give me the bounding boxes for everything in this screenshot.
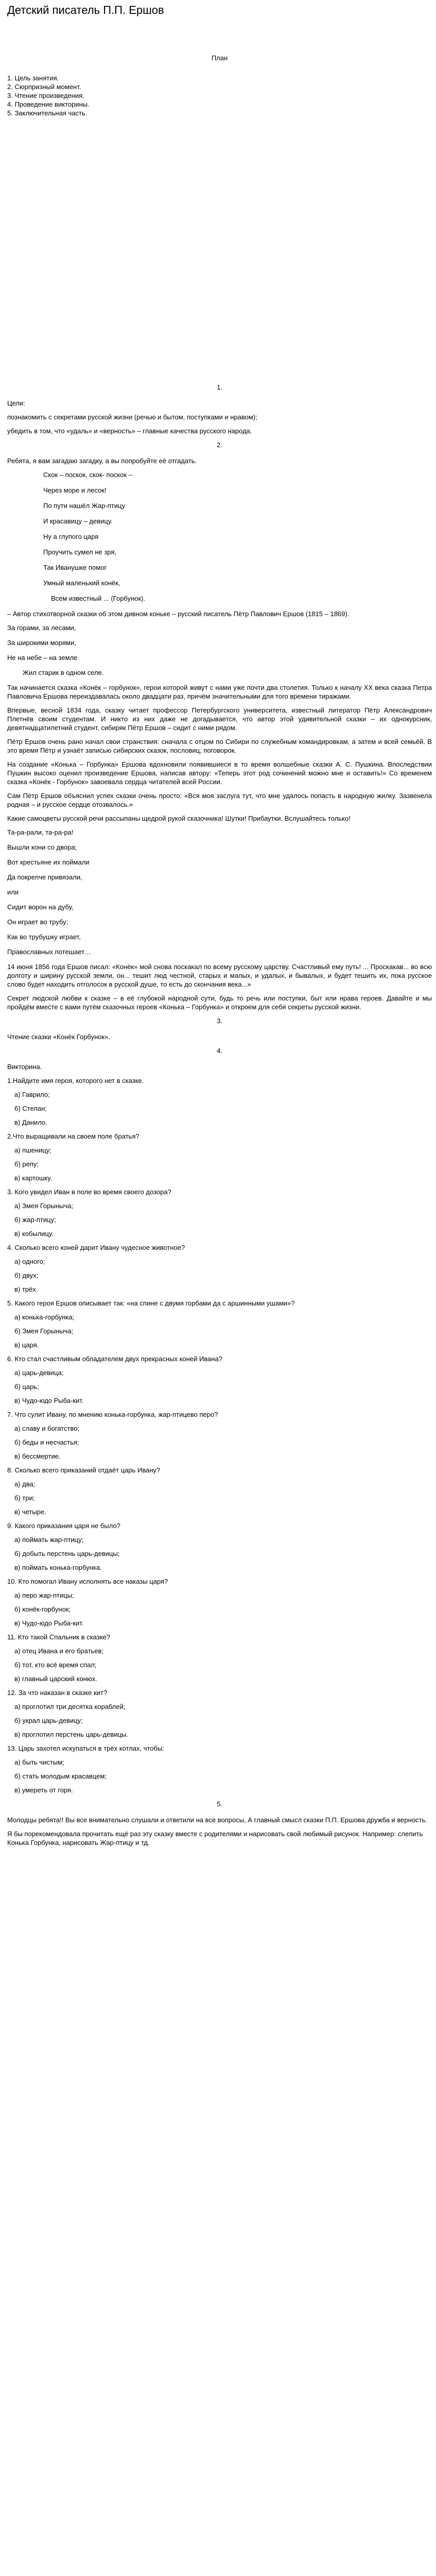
verse-line: За горами, за лесами, (7, 624, 76, 632)
plan-heading: План (211, 54, 228, 62)
verse-line: За широкими морями, (7, 639, 76, 647)
quiz-question: 5. Какого героя Ершов описывает так: «на спине с двумя горбами да с аршинными ушами»? (7, 1299, 295, 1307)
page-title: Детский писатель П.П. Ершов (7, 4, 164, 16)
paragraph: Пётр Ершов очень рано начал свои странствия: сначала с отцом по Сибири по служебным командировкам, а затем и всей семьёй. В это время Пётр и узнаёт записью сибирских сказок, пословиц, поговорок. (7, 738, 432, 754)
section-number: 5. (217, 1800, 222, 1808)
plan-item: 1. Цель занятия. (7, 74, 59, 82)
section-2 (7, 440, 432, 1011)
verse-line: Православных потешает… (7, 948, 92, 956)
quiz-answer-option: б) царь; (14, 1383, 39, 1391)
quiz-answer-option: б) репу; (14, 1160, 39, 1168)
quiz-answer-option: а) Змея Горыныча; (14, 1202, 73, 1210)
verse-line: Та-ра-рали, та-ра-ра! (7, 828, 74, 836)
quiz-answer-option: в) главный царский конюх. (14, 1675, 97, 1683)
quiz-answer-option: в) трёх. (14, 1285, 38, 1293)
quiz-answer-option: б) жар-птицу; (14, 1216, 56, 1224)
quiz-question: 1.Найдите имя героя, которого нет в сказке. (7, 1077, 144, 1084)
quiz-answer-option: в) четыре. (14, 1508, 46, 1516)
plan-section (7, 54, 432, 117)
verse-line: Как во трубушку играет, (7, 933, 81, 941)
paragraph: Какие самоцветы русской речи рассыпаны щедрой рукой сказочника! Шутки! Прибаутки. Вслушайтесь только! (7, 815, 351, 822)
quiz-answer-option: б) украл царь-девицу; (14, 1717, 83, 1724)
section-number: 1. (217, 383, 222, 391)
verse-line: Вот крестьяне их поймали (7, 858, 90, 866)
quiz-question: 6. Кто стал счастливым обладателем двух прекрасных коней Ивана? (7, 1355, 222, 1363)
quiz-answer-option: б) добыть перстень царь-девицы; (14, 1550, 120, 1557)
quiz-answer-option: в) бессмертие. (14, 1452, 61, 1460)
quiz-question: 2.Что выращивали на своем поле братья? (7, 1132, 139, 1140)
plan-item: 5. Заключительная часть. (7, 109, 88, 117)
verse-line: Всем известный ... (Горбунок). (51, 595, 146, 602)
quiz-answer-option: а) славу и богатство; (14, 1425, 80, 1432)
verse-line: По пути нашёл Жар-птицу (43, 502, 125, 510)
quiz-answer-option: а) отец Ивана и его братьев; (14, 1647, 104, 1655)
quiz-answer-option: а) Гаврило; (14, 1091, 50, 1098)
quiz-answer-option: в) поймать конька-горбунка. (14, 1564, 102, 1571)
verse-line: Не на небе – на земле (7, 654, 78, 662)
quiz-answer-option: б) конёк-горбунок; (14, 1605, 71, 1613)
quiz-question: 10. Кто помогал Ивану исполнять все наказы царя? (7, 1578, 168, 1585)
quiz-question: 4. Сколько всего коней дарит Ивану чудесное животное? (7, 1244, 185, 1251)
verse-line: или (7, 888, 19, 896)
plan-list (7, 74, 432, 117)
section-number: 4. (217, 1047, 222, 1055)
paragraph: – Автор стихотворной сказки об этом дивном коньке – русский писатель Пётр Павлович Ершов (1815 – 1869). (7, 610, 350, 618)
paragraph: 14 июня 1856 года Ершов писал: «Конёк» мой снова поскакал по всему русскому царству. Счастливый ему путь! ... Проскакав... во всю долготу и ширину русской земли, он... тешит люд честной, старых и малых, и удалых, и бывалых, и будет тешить их, пока русское слово будет находить отголосок в русской душе, то есть до скончания века...» (7, 963, 432, 988)
verse-line: Проучить сумел не зря, (43, 548, 117, 556)
quiz-answer-option: а) проглотил три десятка кораблей; (14, 1703, 126, 1710)
quiz-answer-option: а) перо жар-птицы; (14, 1591, 74, 1599)
quiz-answer-option: в) картошку. (14, 1174, 53, 1182)
section-3 (7, 1016, 432, 1041)
verse-line: Сидит ворон на дубу, (7, 903, 74, 911)
quiz-answer-option: б) стать молодым красавцем; (14, 1772, 107, 1780)
verse-line: И красавицу – девицу. (43, 517, 113, 525)
paragraph: Я бы порекомендовала прочитать ещё раз эту сказку вместе с родителями и нарисовать свой любимый рисунок. Например: слепить Конька Горбунка, нарисовать Жар-птицу и тд. (7, 1830, 423, 1846)
quiz-answer-option: в) Чудо-юдо Рыба-кит. (14, 1397, 84, 1404)
quiz-question: 12. За что наказан в сказке кит? (7, 1689, 108, 1697)
quiz-answer-option: б) беды и несчастья; (14, 1438, 79, 1446)
paragraph: Впервые, весной 1834 года, сказку читает профессор Петербургского университета, известный литератор Пётр Александрович Плетнёв своим студентам. И никто из них даже не догадывается, что автор этой удивительной сказки – их однокурсник, девятнадцатилетний студент, сибиряк Пётр Ершов – сидит с ними рядом. (7, 706, 432, 732)
paragraph: Ребята, я вам загадаю загадку, а вы попробуйте её отгадать. (7, 457, 197, 465)
quiz-question: 11. Кто такой Спальник в сказке? (7, 1633, 111, 1641)
riddle-verse (7, 470, 432, 603)
verse-line: Так Иванушке помог (43, 564, 107, 571)
quiz-answer-option: б) тот, кто всё время спал; (14, 1661, 97, 1669)
quiz-answer-option: а) царь-девица; (14, 1369, 64, 1377)
verse-line: Жил старик в одном селе. (23, 669, 104, 676)
quiz-answer-option: а) одного; (14, 1258, 45, 1265)
goal-text: убедить в том, что «удаль» и «верность» – главные качества русского народа. (7, 427, 252, 435)
quiz-answer-option: в) царя. (14, 1341, 39, 1349)
quiz-label: Викторина. (7, 1063, 42, 1071)
verse-line: Да покрепче привязали, (7, 873, 82, 881)
quiz-answer-option: б) Степан; (14, 1105, 47, 1112)
quiz-answer-option: б) три; (14, 1494, 35, 1502)
quiz-answer-option: б) Змея Горыныча; (14, 1327, 74, 1335)
quiz-answer-option: а) пшеницу; (14, 1146, 51, 1154)
spacer (7, 117, 432, 378)
quiz (7, 1076, 432, 1794)
section-1 (7, 383, 432, 435)
quiz-answer-option: в) Чудо-юдо Рыба-кит. (14, 1619, 84, 1627)
quiz-question: 13. Царь захотел искупаться в трёх котлах, чтобы: (7, 1744, 164, 1752)
plan-item: 4. Проведение викторины. (7, 100, 90, 108)
quiz-answer-option: а) быть чистым; (14, 1758, 64, 1766)
quiz-answer-option: б) двух; (14, 1272, 39, 1279)
quiz-question: 3. Кого увидел Иван в поле во время своего дозора? (7, 1188, 171, 1196)
paragraph: Молодцы ребята!! Вы все внимательно слушали и ответили на все вопросы, А главный смысл сказки П.П. Ершова дружба и верность. (7, 1816, 427, 1824)
goal-text: познакомить с секретами русской жизни (речью и бытом, поступками и нравом); (7, 413, 257, 421)
quiz-question: 8. Сколько всего приказаний отдаёт царь Ивану? (7, 1466, 161, 1474)
goals-label: Цели: (7, 399, 25, 407)
section-number: 2. (217, 441, 222, 449)
plan-item: 2. Сюрпризный момент. (7, 83, 81, 91)
quiz-answer-option: в) Данило. (14, 1118, 47, 1126)
quiz-answer-option: в) кобылицу. (14, 1230, 54, 1238)
paragraph: Чтение сказки «Конёк Горбунок». (7, 1033, 111, 1041)
quiz-question: 7. Что сулит Ивану, по мнению конька-горбунка, жар-птицево перо? (7, 1411, 218, 1418)
section-4 (7, 1046, 432, 1794)
plan-item: 3. Чтение произведения. (7, 92, 84, 99)
section-number: 3. (217, 1017, 222, 1025)
quiz-answer-option: а) два; (14, 1480, 36, 1488)
verse-line: Скок – поскок, скок- поскок – (43, 471, 132, 479)
verse-line: Через море и лесок! (43, 486, 107, 494)
quiz-answer-option: а) конька-горбунка; (14, 1313, 75, 1321)
verse-line: Вышли кони со двора; (7, 843, 77, 851)
paragraph: На создание «Конька – Горбунка» Ершова вдохновили появившиеся в то время волшебные сказки А. С. Пушкина. Впоследствии Пушкин высоко оценил произведение Ершова, написав автору: «Теперь этот род сочинений можно мне и оставить!» Со временем сказка «Конёк - Горбунок» завоевала сердца читателей всей России. (7, 760, 432, 786)
verse-line: Он играет во трубу; (7, 918, 68, 926)
verse-block (7, 828, 432, 956)
quiz-answer-option: а) поймать жар-птицу; (14, 1536, 84, 1544)
quiz-answer-option: в) умереть от горя. (14, 1786, 73, 1794)
verse-line: Умный маленький конёк, (43, 579, 120, 587)
verse-line: Ну а глупого царя (43, 533, 99, 540)
paragraph: Так начинается сказка «Конёк – горбунок», герои которой живут с нами уже почти два столетия. Только к началу XX века сказка Петра Павловича Ершова переиздавалась около двадцати раз, причём значительными для того времени тиражами. (7, 684, 432, 700)
paragraph: Секрет людской любви к сказке – в её глубокой народной сути, будь то речь или поступки, быт или нрава героев. Давайте и мы пройдём вместе с вами путём сказочных героев «Конька – Горбунка» и откроем для себя секреты русской жизни. (7, 994, 432, 1011)
quiz-answer-option: в) проглотил перстень царь-девицы. (14, 1731, 128, 1738)
section-5 (7, 1800, 432, 1847)
quiz-question: 9. Какого приказания царя не было? (7, 1522, 120, 1530)
paragraph: Сам Пётр Ершов объяснил успех сказки очень просто: «Вся моя заслуга тут, что мне удалось попасть в народную жилку. Зазвенела родная – и русское сердце отозвалось.» (7, 792, 432, 808)
